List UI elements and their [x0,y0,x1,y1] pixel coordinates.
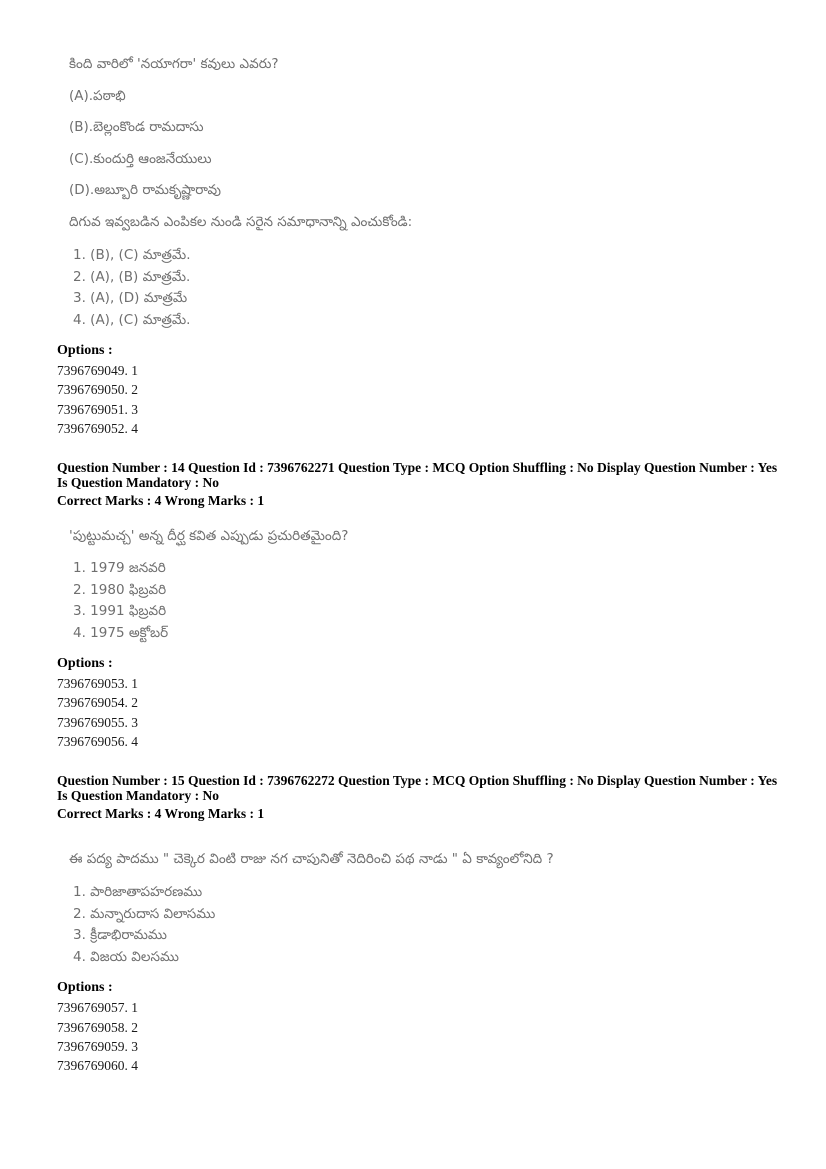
numbered-option-3: 3. క్రీడాభిరామము [73,927,167,944]
question-meta-header: Question Number : 14 Question Id : 7396762271 Question Type : MCQ Option Shuffling : No Display Question Number : Yes Is Question Mandatory : No [57,460,778,491]
option-id-row: 7396769060. 4 [57,1058,138,1074]
numbered-option-4: 4. 1975 అక్టోబర్ [73,624,169,641]
option-id-list [57,998,778,1075]
lettered-option-b: (B).బెల్లంకొండ రామదాసు [69,119,204,135]
option-id-row: 7396769050. 2 [57,382,138,398]
numbered-options [57,882,778,968]
options-label: Options : [57,656,113,672]
question-text: 'పుట్టుమచ్చ' అన్న దీర్ఘ కవిత ఎప్పుడు ప్రచురితమైంది? [69,528,349,545]
option-id-row: 7396769059. 3 [57,1038,138,1054]
option-id-row: 7396769057. 1 [57,1000,138,1016]
option-id-row: 7396769051. 3 [57,401,138,417]
question-meta-header: Question Number : 15 Question Id : 7396762272 Question Type : MCQ Option Shuffling : No Display Question Number : Yes Is Question Mandatory : No [57,773,778,804]
question-block-14 [57,460,778,751]
selection-instruction: దిగువ ఇవ్వబడిన ఎంపికల నుండి సరైన సమాధానాన్ని ఎంచుకోండి: [69,214,413,230]
option-id-row: 7396769055. 3 [57,714,138,730]
numbered-option-4: 4. విజయ విలసము [73,948,179,965]
option-id-list [57,361,778,438]
question-block-13 [57,56,778,438]
numbered-option-3: 3. 1991 ఫిబ్రవరి [73,603,167,620]
numbered-options [57,245,778,331]
option-id-row: 7396769058. 2 [57,1019,138,1035]
option-id-row: 7396769053. 1 [57,676,138,692]
options-label: Options : [57,343,113,358]
options-label: Options : [57,980,113,996]
option-id-row: 7396769054. 2 [57,695,138,711]
question-text: కింది వారిలో 'నయాగరా' కవులు ఎవరు? [69,56,279,72]
numbered-options [57,558,778,644]
option-id-row: 7396769056. 4 [57,734,138,750]
lettered-option-c: (C).కుందుర్తి ఆంజనేయులు [69,150,212,167]
numbered-option-2: 2. (A), (B) మాత్రమే. [73,268,191,285]
numbered-option-2: 2. 1980 ఫిబ్రవరి [73,581,167,598]
numbered-option-2: 2. మన్నారుదాస విలాసము [73,905,216,922]
lettered-option-d: (D).అబ్బూరి రామకృష్ణారావు [69,182,221,198]
lettered-option-a: (A).పఠాభి [69,87,126,104]
option-id-row: 7396769052. 4 [57,420,138,436]
question-block-15 [57,773,778,1075]
numbered-option-1: 1. పారిజాతాపహరణము [73,884,203,901]
marks-line: Correct Marks : 4 Wrong Marks : 1 [57,806,265,822]
option-id-list [57,674,778,751]
numbered-option-1: 1. 1979 జనవరి [73,560,166,577]
option-id-row: 7396769049. 1 [57,363,138,378]
numbered-option-3: 3. (A), (D) మాత్రమే [73,290,188,306]
question-text: ఈ పద్య పాదము " చెక్కెర వింటి రాజు నగ చాపునితో నెదిరించి పథ నాడు " ఏ కావ్యంలోనిది ? [69,851,554,868]
marks-line: Correct Marks : 4 Wrong Marks : 1 [57,493,265,509]
numbered-option-1: 1. (B), (C) మాత్రమే. [73,247,191,263]
numbered-option-4: 4. (A), (C) మాత్రమే. [73,311,191,328]
